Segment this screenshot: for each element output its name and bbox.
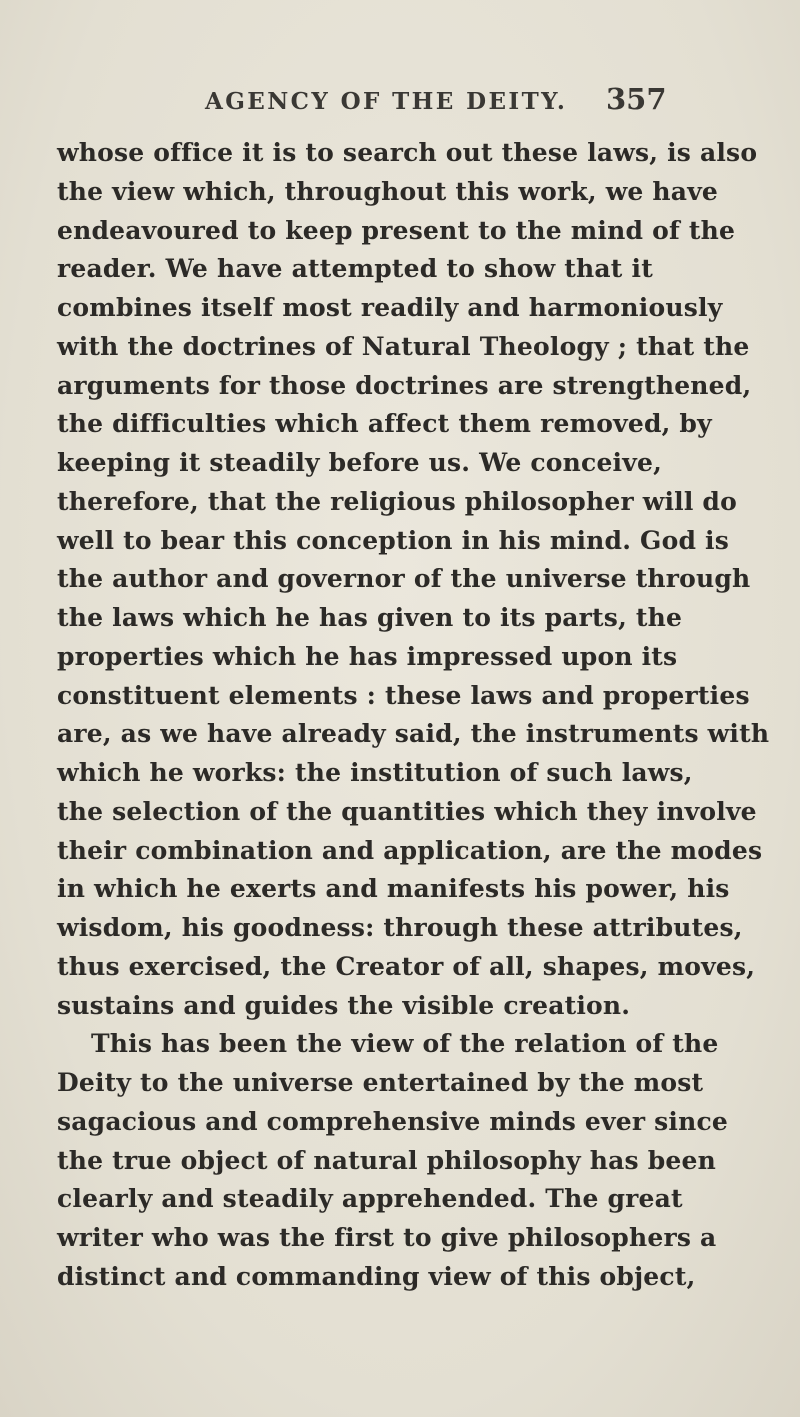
page-header bbox=[0, 82, 800, 124]
text-line: endeavoured to keep present to the mind of the bbox=[57, 215, 736, 245]
text-line: wisdom, his goodness: through these attributes, bbox=[57, 913, 743, 942]
text-line: the selection of the quantities which they involve bbox=[57, 796, 757, 826]
text-line: properties which he has impressed upon its bbox=[57, 641, 678, 671]
running-head: AGENCY OF THE DEITY. bbox=[205, 88, 568, 115]
text-line: whose office it is to search out these laws, is also bbox=[57, 138, 758, 167]
text-line: writer who was the first to give philosophers a bbox=[57, 1223, 717, 1252]
text-line: sagacious and comprehensive minds ever since bbox=[57, 1106, 729, 1136]
text-line: reader. We have attempted to show that it bbox=[57, 254, 653, 284]
text-line: the difficulties which affect them removed, by bbox=[57, 409, 712, 439]
text-line: the true object of natural philosophy has been bbox=[57, 1145, 717, 1175]
text-line: Deity to the universe entertained by the most bbox=[57, 1068, 704, 1097]
text-line: clearly and steadily apprehended. The great bbox=[57, 1184, 683, 1214]
text-line: are, as we have already said, the instruments with bbox=[57, 719, 770, 749]
text-line: constituent elements : these laws and properties bbox=[57, 680, 750, 710]
text-line: distinct and commanding view of this object, bbox=[57, 1261, 696, 1291]
text-line: the view which, throughout this work, we have bbox=[57, 176, 719, 206]
text-line: thus exercised, the Creator of all, shapes, moves, bbox=[57, 951, 756, 981]
text-line: with the doctrines of Natural Theology ; that the bbox=[57, 331, 750, 361]
text-line: their combination and application, are the modes bbox=[57, 835, 763, 865]
text-line: sustains and guides the visible creation. bbox=[57, 990, 631, 1020]
text-line: keeping it steadily before us. We conceive, bbox=[57, 448, 662, 477]
text-line: well to bear this conception in his mind. God is bbox=[57, 525, 730, 555]
text-line: the laws which he has given to its parts, the bbox=[57, 603, 683, 632]
text-line: the author and governor of the universe through bbox=[57, 564, 751, 594]
paragraph-first-line: This has been the view of the relation of the bbox=[91, 1029, 719, 1059]
text-line: therefore, that the religious philosopher will do bbox=[57, 486, 737, 516]
page-number: 357 bbox=[606, 82, 667, 116]
text-line: which he works: the institution of such laws, bbox=[57, 758, 693, 787]
text-line: in which he exerts and manifests his power, his bbox=[57, 874, 730, 904]
text-line: combines itself most readily and harmoniously bbox=[57, 293, 723, 322]
text-line: arguments for those doctrines are strengthened, bbox=[57, 370, 752, 400]
body-text bbox=[57, 134, 770, 1297]
